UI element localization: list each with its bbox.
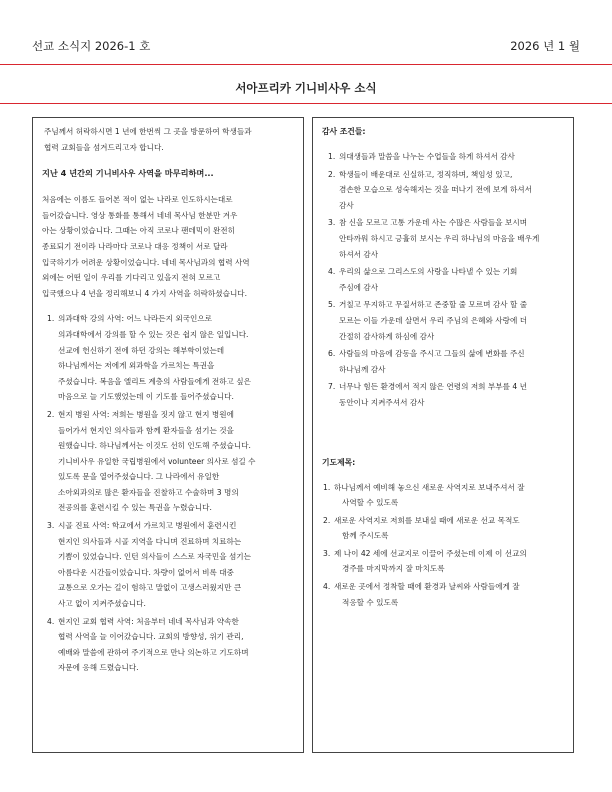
ministry-list xyxy=(42,311,294,676)
thanks-heading: 감사 조건들: xyxy=(322,127,366,136)
text-line: 참 신을 모르고 고통 가운데 사는 수많은 사람들을 보시며 xyxy=(339,218,528,228)
list-item xyxy=(323,579,564,610)
item-number: 2. xyxy=(323,515,331,525)
header-divider xyxy=(0,64,612,65)
text-line: 겸손한 모습으로 성숙해지는 것을 떠나기 전에 보게 하셔서 xyxy=(339,185,532,195)
item-number: 3. xyxy=(328,218,336,228)
text-line: 기쁨이 있었습니다. 인턴 의사들이 스스로 자국민을 섬기는 xyxy=(58,552,251,562)
summary-paragraph xyxy=(42,192,294,301)
item-number: 1. xyxy=(47,314,55,324)
item-number: 5. xyxy=(328,300,336,310)
item-number: 2. xyxy=(328,169,336,179)
text-line: 새로운 곳에서 정착할 때에 환경과 날씨와 사람들에게 잘 xyxy=(334,582,520,592)
text-line: 예배와 말씀에 관하여 주기적으로 만나 의논하고 기도하며 xyxy=(58,647,249,657)
text-line: 하나님께서는 저에게 외과학을 가르치는 특권을 xyxy=(58,361,215,371)
text-line: 협력 교회들을 섬겨드리고자 합니다. xyxy=(44,142,164,152)
text-line: 아는 상황이었습니다. 그때는 아직 코로나 팬데믹이 완전히 xyxy=(42,226,235,236)
text-line: 현지인 교회 협력 사역: 처음부터 네네 목사님과 약속한 xyxy=(58,616,239,626)
item-number: 4. xyxy=(47,616,55,626)
list-item xyxy=(47,614,294,676)
text-line: 제 나이 42 세에 선교지로 이끌어 주셨는데 이제 이 선교의 xyxy=(334,548,527,558)
text-line: 주심에 감사 xyxy=(339,282,379,292)
text-line: 동안이나 지켜주셔서 감사 xyxy=(339,397,425,407)
text-line: 자문에 응해 드렸습니다. xyxy=(58,663,139,673)
text-line: 모르는 이들 가운데 살면서 우리 주님의 은혜와 사랑에 더 xyxy=(339,315,528,325)
text-line: 하셔서 감사 xyxy=(339,249,379,259)
item-number: 2. xyxy=(47,409,55,419)
text-line: 외에는 어떤 일이 우리를 기다리고 있을지 전혀 모르고 xyxy=(42,273,221,283)
list-item xyxy=(328,264,564,295)
prayer-heading: 기도제목: xyxy=(322,457,356,467)
title-divider xyxy=(0,103,612,104)
list-item xyxy=(323,546,564,577)
text-line: 아름다운 시간들이었습니다. 차량이 없어서 비록 대중 xyxy=(58,567,234,577)
prayer-list xyxy=(322,480,564,611)
text-line: 의과대학 강의 사역: 어느 나라든지 외국인으로 xyxy=(58,314,213,324)
text-line: 사고 없이 지켜주셨습니다. xyxy=(58,599,146,609)
item-number: 7. xyxy=(328,382,336,392)
item-number: 4. xyxy=(323,582,331,592)
text-line: 들어가서 현지인 의사들과 함께 환자들을 섬기는 것을 xyxy=(58,425,234,435)
text-line: 새로운 사역지로 저희를 보내실 때에 새로운 선교 목적도 xyxy=(334,515,520,525)
text-line: 시골 진료 사역: 학교에서 가르치고 병원에서 훈련시킨 xyxy=(58,521,237,531)
text-line: 기니비사우 유일한 국립병원에서 volunteer 의사로 섬길 수 xyxy=(58,456,256,466)
list-item xyxy=(47,311,294,405)
text-line: 처음에는 이름도 들어본 적이 없는 나라로 인도하시는대로 xyxy=(42,195,233,205)
text-line: 교통으로 오가는 길이 험하고 말없이 고생스러웠지만 큰 xyxy=(58,583,242,593)
text-line: 하나님께서 예비해 놓으신 새로운 사역지로 보내주셔서 잘 xyxy=(334,482,525,492)
text-line: 감사 xyxy=(339,200,354,210)
item-number: 6. xyxy=(328,349,336,359)
list-item xyxy=(323,513,564,544)
text-line: 의과대학에서 강의를 할 수 있는 것은 쉽지 않은 일입니다. xyxy=(58,329,249,339)
text-line: 현지 병원 사역: 저희는 병원을 짓지 않고 현지 병원에 xyxy=(58,409,234,419)
item-number: 4. xyxy=(328,267,336,277)
list-item xyxy=(328,149,564,165)
text-line: 있도록 문을 열어주셨습니다. 그 나라에서 유일한 xyxy=(58,472,220,482)
text-line: 들어갔습니다. 영상 통화를 통해서 네네 목사님 한분만 겨우 xyxy=(42,210,238,220)
text-line: 너무나 힘든 환경에서 적지 않은 연령의 저희 부부를 4 년 xyxy=(339,382,527,392)
list-item xyxy=(328,215,564,262)
text-line: 원했습니다. 하나님께서는 이것도 선히 인도해 주셨습니다. xyxy=(58,441,251,451)
text-line: 경주를 마지막까지 잘 마치도록 xyxy=(342,564,445,574)
text-line: 간절히 감사하게 하심에 감사 xyxy=(339,331,435,341)
text-line: 거칠고 무지하고 무질서하고 존중할 줄 모르며 감사 할 줄 xyxy=(339,300,528,310)
text-line: 전공의를 훈련시킬 수 있는 특권을 누렸습니다. xyxy=(58,503,212,513)
list-item xyxy=(328,167,564,214)
text-line: 협력 사역을 늘 이어갔습니다. 교회의 방향성, 위기 관리, xyxy=(58,632,244,642)
item-number: 1. xyxy=(328,152,336,161)
issue-label: 선교 소식지 2026-1 호 xyxy=(32,39,151,53)
list-item xyxy=(47,407,294,516)
text-line: 종료되기 전이라 나라마다 코로나 대응 정책이 서로 달라 xyxy=(42,241,228,251)
text-line: 사람들의 마음에 감동을 주시고 그들의 삶에 변화를 주신 xyxy=(339,349,525,359)
text-line: 적응할 수 있도록 xyxy=(342,597,399,607)
text-line: 입국했으나 4 년을 정리해보니 4 가지 사역을 허락하셨습니다. xyxy=(42,288,248,298)
text-line: 현지인 의사들과 시골 지역을 다니며 진료하며 치료하는 xyxy=(58,536,242,546)
text-line: 주셨습니다. 복음을 엘리트 계층의 사람들에게 전하고 싶은 xyxy=(58,376,251,386)
item-number: 3. xyxy=(323,548,331,558)
text-line: 마음으로 늘 기도했었는데 이 기도를 들어주셨습니다. xyxy=(58,392,234,402)
text-line: 주님께서 허락하시면 1 년에 한번씩 그 곳을 방문하여 학생들과 xyxy=(44,127,252,136)
list-item xyxy=(328,379,564,410)
text-line: 입국하기가 어려운 상황이었습니다. 네네 목사님과의 협력 사역 xyxy=(42,257,250,267)
text-line: 학생들이 배운대로 신실하고, 정직하며, 책임성 있고, xyxy=(339,169,513,179)
text-line: 선교에 헌신하기 전에 하던 강의는 해부학이었는데 xyxy=(58,345,225,355)
text-line: 우리의 삶으로 그리스도의 사랑을 나타낼 수 있는 기회 xyxy=(339,267,518,277)
right-column xyxy=(312,117,574,753)
list-item xyxy=(328,297,564,344)
page-header xyxy=(32,38,580,54)
list-item xyxy=(323,480,564,511)
item-number: 1. xyxy=(323,482,331,492)
intro-text xyxy=(42,124,294,155)
list-item xyxy=(328,346,564,377)
text-line: 안타까워 하시고 긍휼히 보시는 우리 하나님의 마음을 배우게 xyxy=(339,233,540,243)
left-column xyxy=(32,117,304,753)
page-title: 서아프리카 기니비사우 소식 xyxy=(235,81,377,95)
text-line: 사역할 수 있도록 xyxy=(342,498,399,508)
text-line: 하나님께 감사 xyxy=(339,364,386,374)
text-line: 소아외과의로 많은 환자들을 진찰하고 수술하며 3 명의 xyxy=(58,487,239,497)
list-item xyxy=(47,518,294,612)
date-label: 2026 년 1 월 xyxy=(510,39,580,53)
section-subheading: 지난 4 년간의 기니비사우 사역을 마무리하며... xyxy=(42,168,214,179)
text-line: 함께 주시도록 xyxy=(342,531,389,541)
thanks-list xyxy=(322,149,564,411)
item-number: 3. xyxy=(47,521,55,531)
text-line: 의대생들과 말씀을 나누는 수업들을 하게 하셔서 감사 xyxy=(339,152,515,161)
